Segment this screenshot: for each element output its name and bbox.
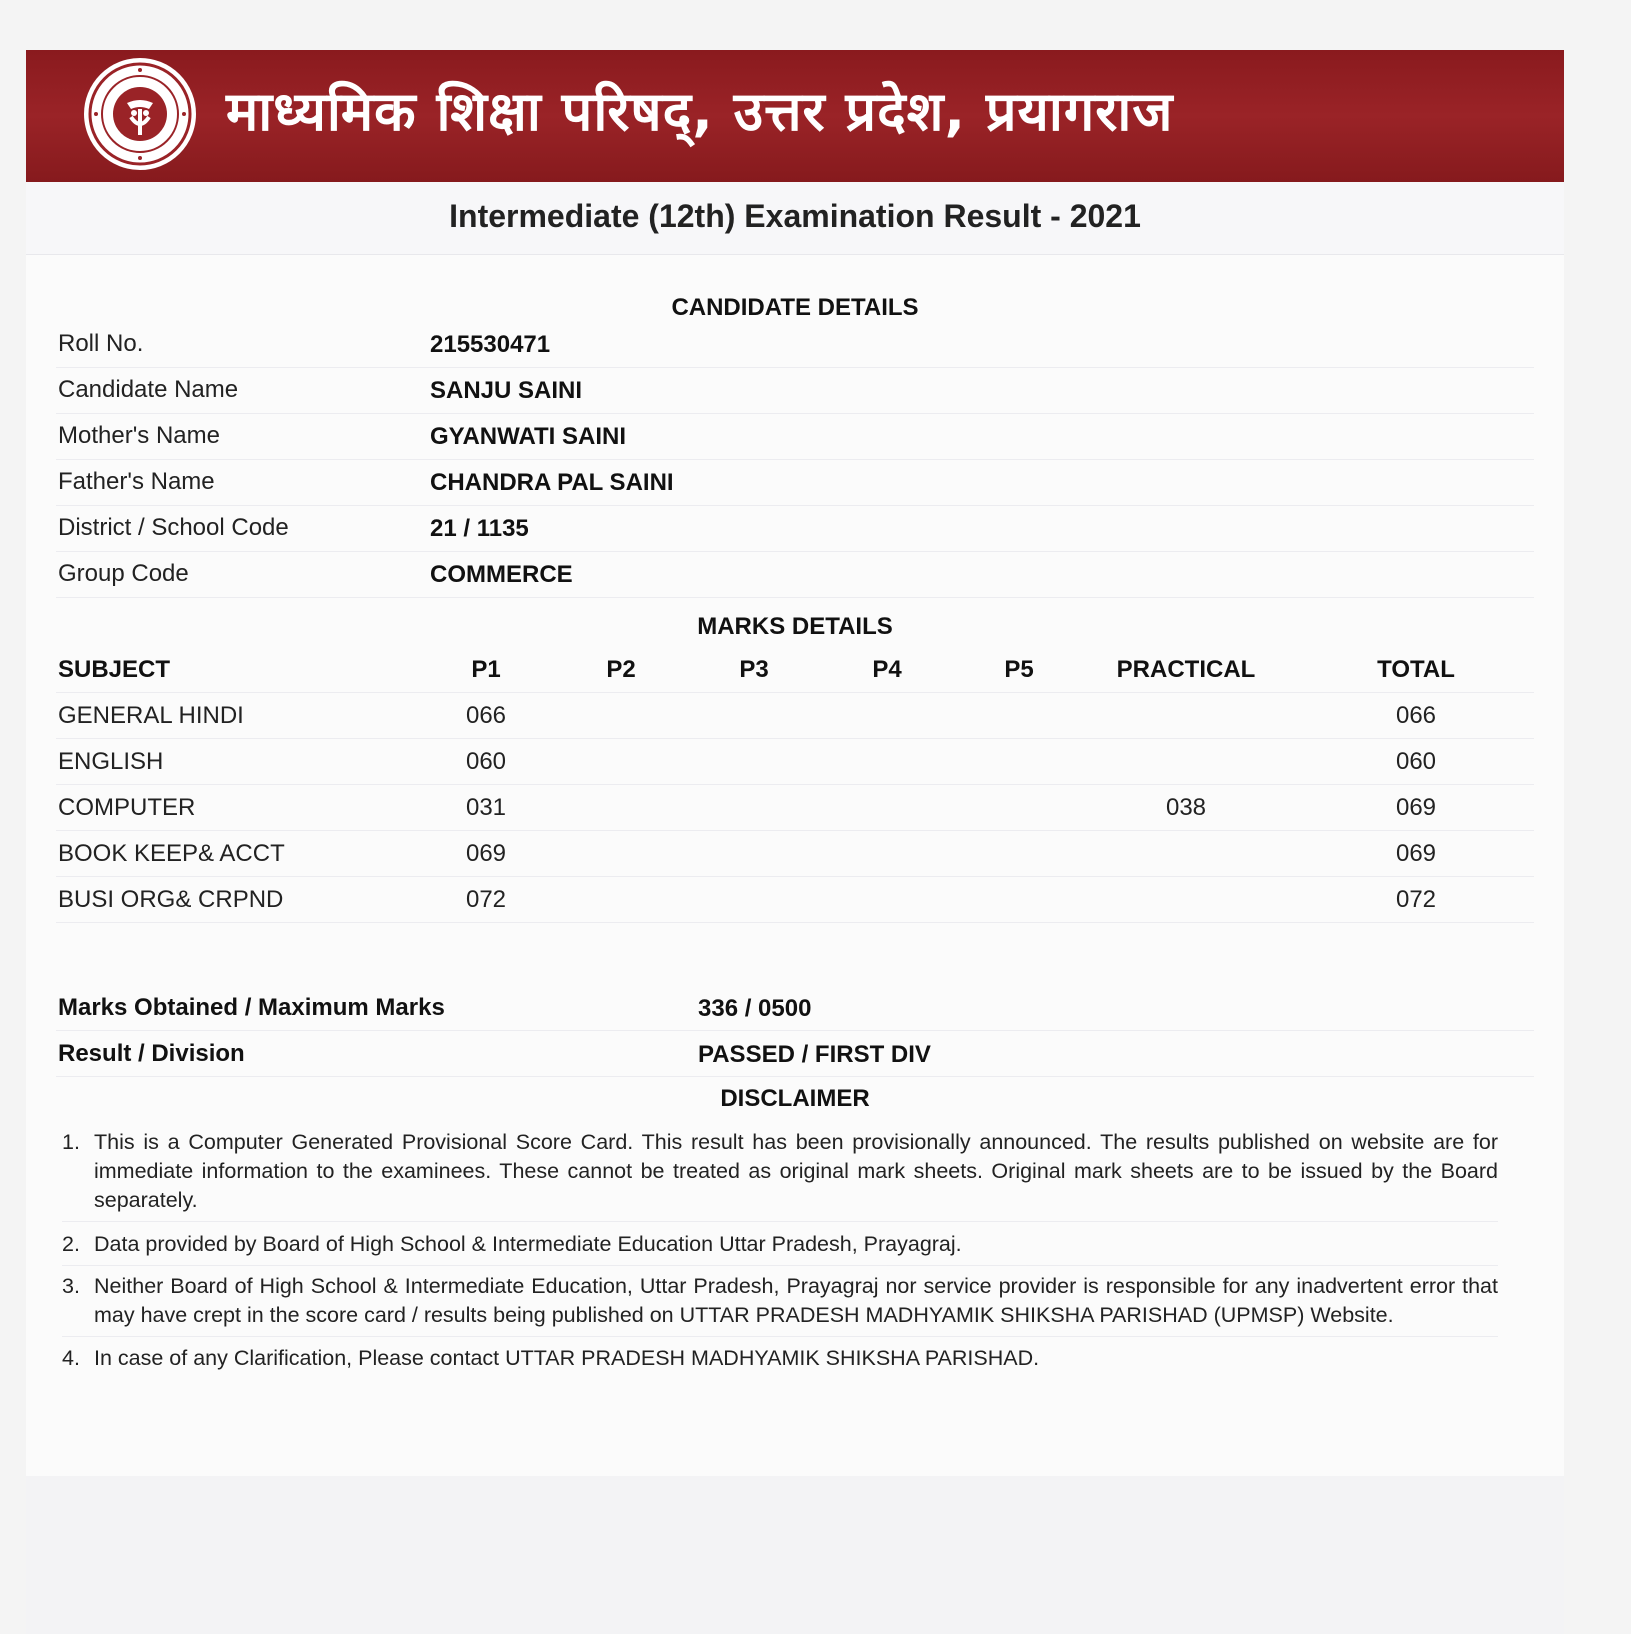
subject-cell: BUSI ORG& CRPND <box>58 886 284 913</box>
total-cell: 069 <box>1395 840 1437 867</box>
detail-label: Group Code <box>58 560 189 587</box>
table-row <box>56 739 1534 785</box>
disclaimer-number: 4. <box>62 1346 80 1370</box>
detail-label: Candidate Name <box>58 376 239 403</box>
disclaimer-number: 3. <box>62 1274 80 1298</box>
p1-cell: 060 <box>465 748 507 775</box>
result-division-label: Result / Division <box>58 1040 245 1067</box>
p1-cell: 066 <box>465 702 507 729</box>
marks-details-title: MARKS DETAILS <box>697 613 893 640</box>
detail-row-group-code <box>56 552 1534 598</box>
detail-label: Roll No. <box>58 330 144 357</box>
detail-row-roll-no <box>56 322 1534 368</box>
detail-value: 21 / 1135 <box>430 515 529 542</box>
candidate-details-title: CANDIDATE DETAILS <box>671 294 919 321</box>
detail-label: District / School Code <box>58 514 289 541</box>
detail-row-district-school-code <box>56 506 1534 552</box>
exam-title: Intermediate (12th) Examination Result - 2021 <box>449 198 1141 234</box>
disclaimer-number: 2. <box>62 1232 80 1256</box>
column-header-p5: P5 <box>1004 656 1034 683</box>
detail-value: GYANWATI SAINI <box>430 423 627 450</box>
disclaimer-item <box>62 1128 1498 1222</box>
subject-cell: ENGLISH <box>58 748 164 775</box>
p1-cell: 031 <box>465 794 507 821</box>
detail-row-father-name <box>56 460 1534 506</box>
detail-value: 215530471 <box>430 331 551 358</box>
disclaimer-item <box>62 1344 1498 1379</box>
disclaimer-number: 1. <box>62 1130 80 1154</box>
column-header-p1: P1 <box>471 656 501 683</box>
detail-label: Father's Name <box>58 468 215 495</box>
detail-value: COMMERCE <box>430 561 573 588</box>
board-title: माध्यमिक शिक्षा परिषद्, उत्तर प्रदेश, प्रयागराज <box>226 80 1174 143</box>
subject-cell: COMPUTER <box>58 794 196 821</box>
detail-label: Mother's Name <box>58 422 220 449</box>
disclaimer-text: This is a Computer Generated Provisional Score Card. This result has been provisionally announced. The results published on website are for immediate information to the examinees. These cannot be treated as original mark sheets. Original mark sheets are to be issued by the Board separately. <box>94 1130 1498 1212</box>
table-row <box>56 693 1534 739</box>
p1-cell: 069 <box>465 840 507 867</box>
detail-row-mother-name <box>56 414 1534 460</box>
disclaimer-text: Neither Board of High School & Intermediate Education, Uttar Pradesh, Prayagraj nor service provider is responsible for any inadvertent error that may have crept in the score card / results being published on UTTAR PRADESH MADHYAMIK SHIKSHA PARISHAD (UPMSP) Website. <box>94 1274 1498 1327</box>
column-header-p3: P3 <box>739 656 769 683</box>
table-row <box>56 831 1534 877</box>
p1-cell: 072 <box>465 886 507 913</box>
up-government-seal-icon <box>84 58 196 170</box>
total-cell: 060 <box>1395 748 1437 775</box>
disclaimer-text: In case of any Clarification, Please contact UTTAR PRADESH MADHYAMIK SHIKSHA PARISHAD. <box>94 1346 1040 1370</box>
footer-band <box>26 1476 1564 1634</box>
disclaimer-text: Data provided by Board of High School & Intermediate Education Uttar Pradesh, Prayagraj. <box>94 1232 962 1256</box>
disclaimer-item <box>62 1230 1498 1266</box>
detail-value: CHANDRA PAL SAINI <box>430 469 674 496</box>
disclaimer-title: DISCLAIMER <box>720 1085 870 1112</box>
detail-row-candidate-name <box>56 368 1534 414</box>
total-cell: 066 <box>1395 702 1437 729</box>
table-row <box>56 877 1534 923</box>
column-header-p4: P4 <box>872 656 902 683</box>
column-header-p2: P2 <box>606 656 636 683</box>
column-header-practical: PRACTICAL <box>1116 656 1256 683</box>
marks-obtained-value: 336 / 0500 <box>698 995 812 1022</box>
result-sheet <box>26 50 1564 1634</box>
subject-cell: GENERAL HINDI <box>58 702 244 729</box>
marks-header-row <box>56 647 1534 693</box>
table-row <box>56 785 1534 831</box>
board-banner <box>26 50 1564 182</box>
total-cell: 069 <box>1395 794 1437 821</box>
detail-value: SANJU SAINI <box>430 377 583 404</box>
total-cell: 072 <box>1395 886 1437 913</box>
column-header-total: TOTAL <box>1377 656 1455 683</box>
subject-cell: BOOK KEEP& ACCT <box>58 840 285 867</box>
result-division-row <box>56 1031 1534 1077</box>
marks-obtained-label: Marks Obtained / Maximum Marks <box>58 994 445 1021</box>
result-division-value: PASSED / FIRST DIV <box>698 1041 931 1068</box>
column-header-subject: SUBJECT <box>58 656 171 683</box>
practical-cell: 038 <box>1165 794 1207 821</box>
disclaimer-item <box>62 1272 1498 1337</box>
marks-obtained-row <box>56 985 1534 1031</box>
